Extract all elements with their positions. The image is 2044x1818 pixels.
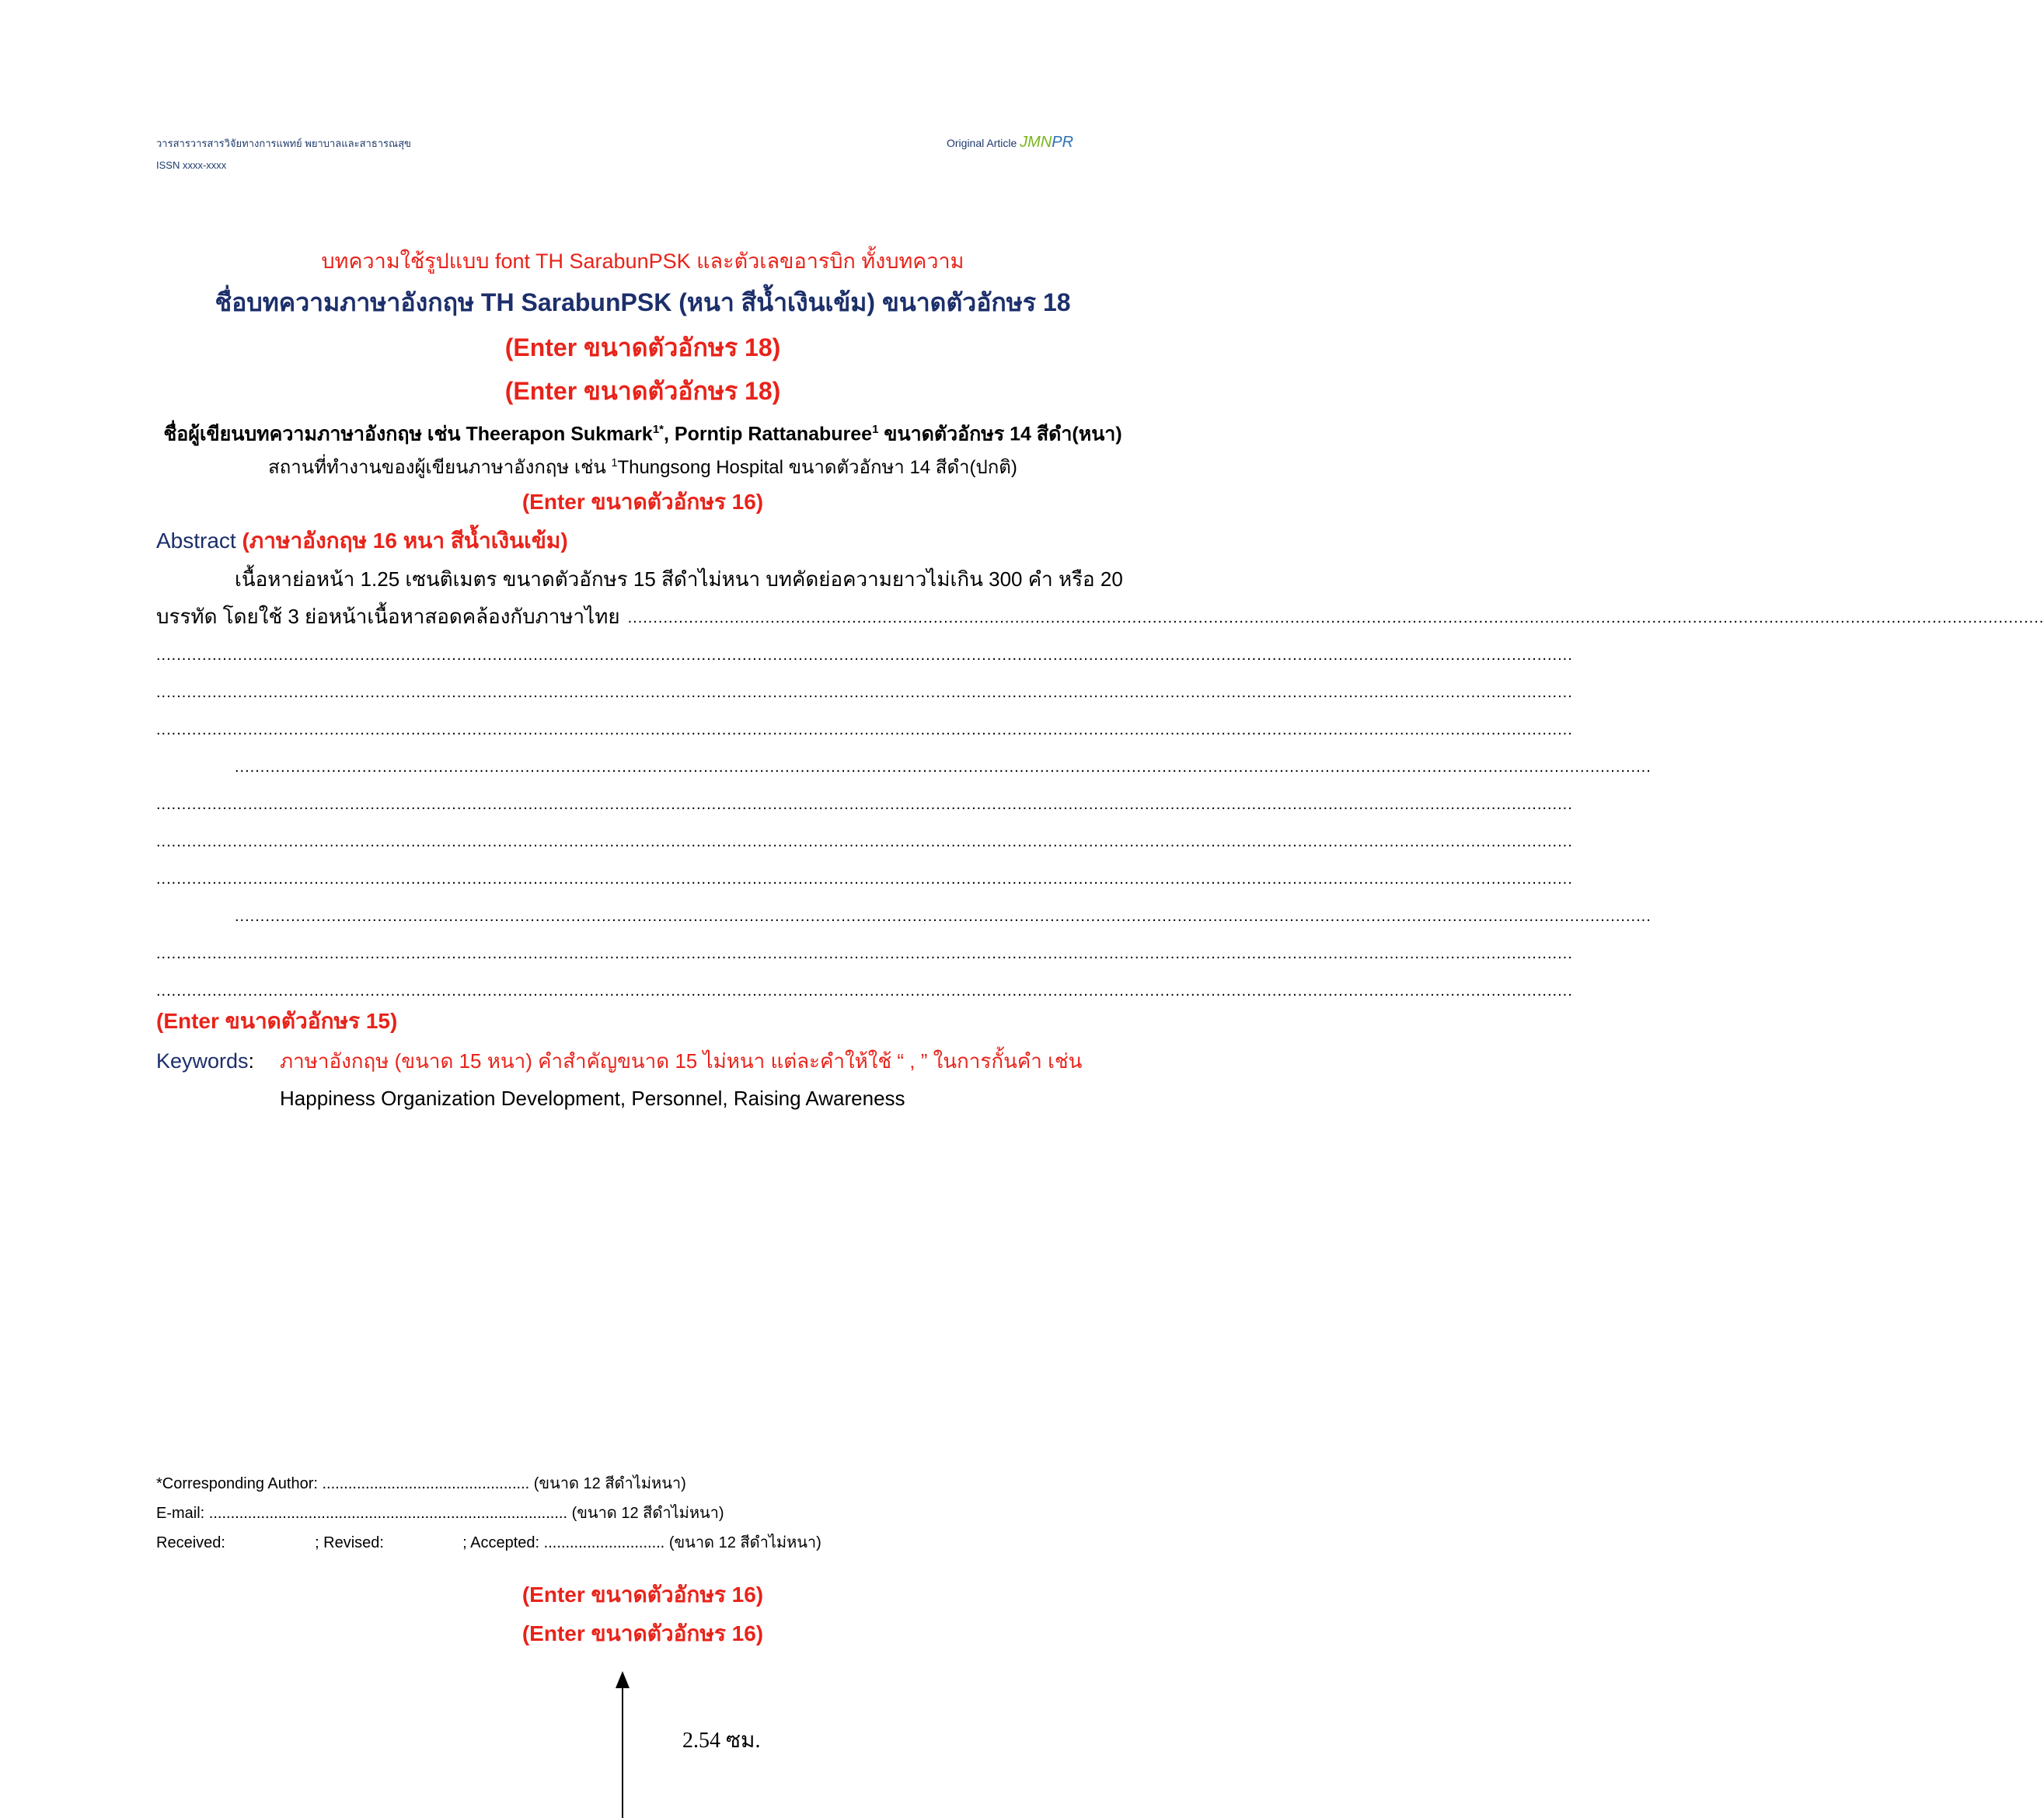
margin-arrow-icon [611, 1671, 634, 1818]
journal-abbr-green: JMN [1020, 134, 1052, 151]
abstract-paragraph-line: เนื้อหาย่อหน้า 1.25 เซนติเมตร ขนาดตัวอักษร 15 สีดำไม่หนา บทคัดย่อความยาวไม่เกิน 300 คำ หรือ 20 [235, 567, 1123, 591]
abstract-paragraph-line [156, 603, 2044, 630]
enter-note-18-second: (Enter ขนาดตัวอักษร 18) [504, 377, 781, 405]
dotted-placeholder: ...................................................................................................................................................................................................................................................................................... [627, 609, 2044, 626]
corresponding-author-label: *Corresponding Author: [156, 1475, 318, 1492]
dotted-placeholder: ...................................................................................................................................................................................................................................................................................... [156, 647, 1573, 664]
keywords-label: Keywords [156, 1049, 249, 1073]
authors-line [0, 417, 1285, 447]
accepted-label: ; Accepted: [462, 1534, 540, 1551]
dotted-placeholder: ...................................................................................................................................................................................................................................................................................... [235, 908, 1652, 925]
journal-abbr-blue: PR [1052, 134, 1074, 151]
dotted-placeholder: ...................................................................................................................................................................................................................................................................................... [156, 982, 1573, 1000]
enter-note-18-first: (Enter ขนาดตัวอักษร 18) [504, 333, 781, 361]
abstract-heading-line [156, 527, 568, 555]
dotted-placeholder: ...................................................................................................................................................................................................................................................................................... [156, 721, 1573, 738]
article-title: ชื่อบทความภาษาอังกฤษ TH SarabunPSK (หนา สีน้ำเงินเข้ม) ขนาดตัวอักษร 18 [215, 288, 1071, 316]
dates-line [156, 1531, 821, 1555]
margin-measurement-label: 2.54 ซม. [682, 1729, 761, 1753]
abstract-heading-note: (ภาษาอังกฤษ 16 หนา สีน้ำเงินเข้ม) [235, 529, 568, 553]
author1-superscript: 1* [652, 423, 664, 436]
size-note: (ขนาด 12 สีดำไม่หนา) [533, 1475, 686, 1492]
keywords-label-line [156, 1048, 254, 1074]
dotted-placeholder: ...................................................................................................................................................................................................................................................................................... [156, 796, 1573, 813]
dotted-placeholder: ...................................................................................................................................................................................................................................................................................... [156, 833, 1573, 850]
accepted-dots: ............................ [543, 1534, 665, 1551]
size-note: (ขนาด 12 สีดำไม่หนา) [668, 1534, 821, 1551]
affiliation-line [0, 451, 1285, 480]
author2-superscript: 1 [872, 423, 879, 436]
dotted-placeholder: ...................................................................................................................................................................................................................................................................................... [156, 945, 1573, 962]
email-line [156, 1502, 724, 1525]
revised-label: ; Revised: [315, 1534, 384, 1551]
enter-note-15: (Enter ขนาดตัวอักษร 15) [156, 1009, 398, 1033]
keywords-instruction: ภาษาอังกฤษ (ขนาด 15 หนา) คำสำคัญขนาด 15 ไม่หนา แต่ละคำให้ใช้ “ , ” ในการกั้นคำ เช่น [280, 1049, 1083, 1073]
corresponding-author-line [156, 1472, 686, 1495]
size-note: (ขนาด 12 สีดำไม่หนา) [571, 1505, 724, 1522]
font-instruction: บทความใช้รูปแบบ font TH SarabunPSK และตัวเลขอารบิก ทั้งบทความ [321, 249, 964, 273]
dotted-placeholder: ...................................................................................................................................................................................................................................................................................... [156, 871, 1573, 888]
keywords-example: Happiness Organization Development, Personnel, Raising Awareness [280, 1087, 905, 1110]
article-type-label: Original Article [947, 137, 1017, 149]
email-label: E-mail: [156, 1505, 205, 1522]
journal-name-thai: วารสารวารสารวิจัยทางการแพทย์ พยาบาลและสาธารณสุข [156, 138, 411, 149]
author2-text: , Porntip Rattanaburee [664, 423, 873, 445]
enter-note-16: (Enter ขนาดตัวอักษร 16) [521, 490, 764, 514]
authors-size-note: ขนาดตัวอักษร 14 สีดำ(หนา) [878, 423, 1122, 445]
abstract-heading: Abstract [156, 529, 236, 553]
dotted-placeholder: ...................................................................................................................................................................................................................................................................................... [156, 684, 1573, 701]
corresponding-author-dots: ................................................ [322, 1475, 530, 1492]
email-dots: ................................................................................... [208, 1505, 567, 1522]
enter-note-16-bottom-second: (Enter ขนาดตัวอักษร 16) [521, 1621, 764, 1645]
affiliation-text: สถานที่ทำงานของผู้เขียนภาษาอังกฤษ เช่น [268, 457, 612, 478]
author-text: ชื่อผู้เขียนบทความภาษาอังกฤษ เช่น Theerapon Sukmark [163, 423, 653, 445]
affiliation-name: Thungsong Hospital ขนาดตัวอักษา 14 สีดำ(ปกติ) [617, 457, 1017, 478]
abstract-text: บรรทัด โดยใช้ 3 ย่อหน้าเนื้อหาสอดคล้องกับภาษาไทย [156, 605, 620, 628]
article-type-header [947, 134, 1073, 152]
enter-note-16-bottom-first: (Enter ขนาดตัวอักษร 16) [521, 1582, 764, 1607]
received-label: Received: [156, 1534, 225, 1551]
issn-text: ISSN xxxx-xxxx [156, 159, 227, 171]
dotted-placeholder: ...................................................................................................................................................................................................................................................................................... [235, 759, 1652, 776]
keywords-colon: : [248, 1049, 255, 1073]
affiliation-superscript: 1 [611, 457, 618, 469]
